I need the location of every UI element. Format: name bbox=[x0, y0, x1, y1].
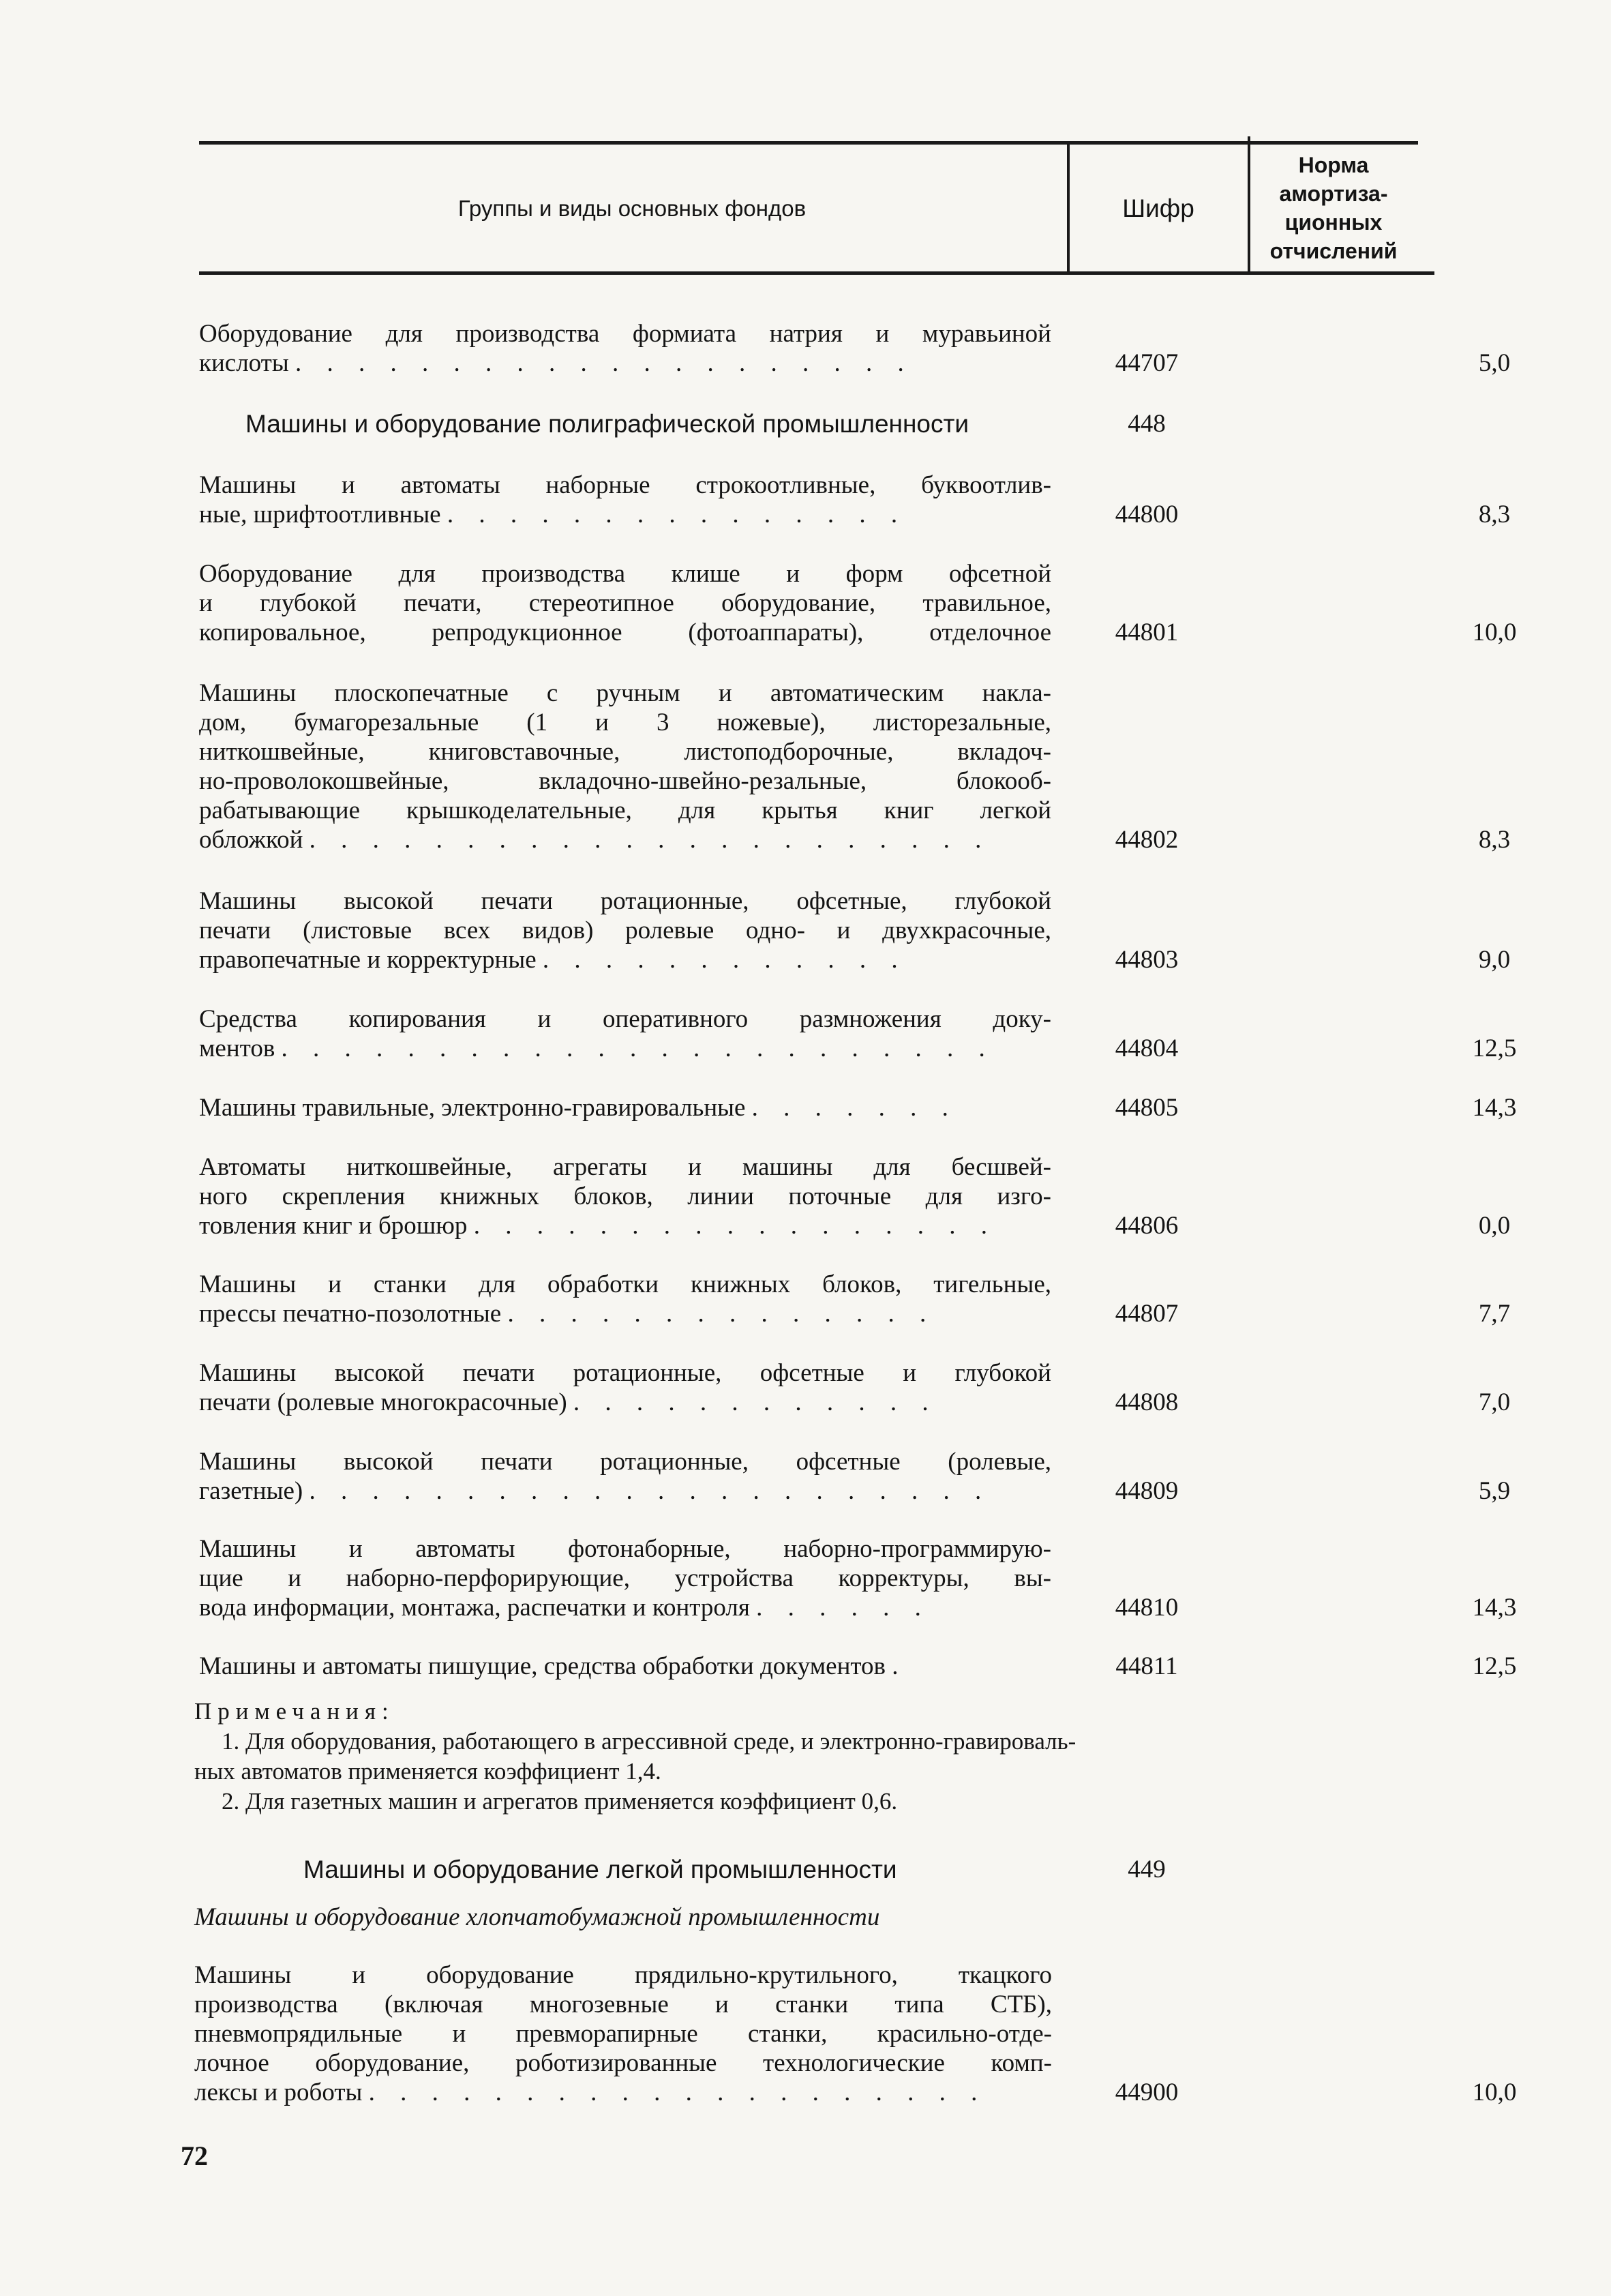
dot-leader: . . . . . . . . . . . . . . . . . bbox=[473, 1212, 997, 1240]
header-code bbox=[1070, 145, 1246, 271]
row-description bbox=[199, 1093, 1051, 1122]
row-code: 44811 bbox=[1115, 1652, 1178, 1680]
dot-leader: . . . . . . . . . . . . . . . . . . . . . . bbox=[309, 1477, 991, 1505]
row-code: 44805 bbox=[1115, 1094, 1179, 1122]
dot-leader: . . . . . . . . . . . . . . . . . . . . . . . bbox=[281, 1034, 995, 1062]
row-description bbox=[199, 679, 1051, 854]
header-groups bbox=[199, 145, 1065, 271]
row-line: дом, бумагорезальные (1 и 3 ножевые), листорезальные, bbox=[199, 709, 1051, 736]
row-code: 44807 bbox=[1115, 1300, 1179, 1328]
row-line: Машины высокой печати ротационные, офсетные, глубокой bbox=[199, 887, 1051, 915]
row-line: печати (листовые всех видов) ролевые одно- и двухкрасочные, bbox=[199, 916, 1051, 944]
header-divider bbox=[1248, 136, 1250, 273]
dot-leader: . bbox=[892, 1652, 908, 1680]
row-norm: 8,3 bbox=[1478, 826, 1511, 854]
row-line-text: печати (ролевые многокрасочные) bbox=[199, 1388, 567, 1416]
row-line bbox=[199, 1593, 1051, 1622]
row-norm: 10,0 bbox=[1472, 2078, 1517, 2106]
row-line-text: лексы и роботы bbox=[194, 2078, 363, 2106]
dot-leader: . . . . . . . . . . . . . . . bbox=[447, 501, 907, 528]
note-1: 1. Для оборудования, работающего в агрессивной среде, и электронно-гравироваль- bbox=[222, 1728, 1076, 1755]
row-line: и глубокой печати, стереотипное оборудование, травильное, bbox=[199, 589, 1051, 617]
row-description bbox=[199, 1004, 1051, 1063]
row-description bbox=[199, 1358, 1051, 1417]
notes-title: Примечания: bbox=[194, 1698, 395, 1725]
header-divider bbox=[1067, 145, 1070, 273]
row-line bbox=[199, 500, 1051, 529]
row-description bbox=[194, 1960, 1052, 2107]
row-line bbox=[199, 1211, 1051, 1240]
row-line: ниткошвейные, книговставочные, листоподборочные, вкладоч- bbox=[199, 738, 1051, 766]
row-code: 44707 bbox=[1115, 349, 1179, 377]
row-line: лочное оборудование, роботизированные технологические комп- bbox=[194, 2049, 1052, 2077]
row-description bbox=[199, 559, 1051, 647]
row-line bbox=[199, 1299, 1051, 1328]
header-code-label: Шифр bbox=[1122, 194, 1194, 222]
row-line: Машины и автоматы фотонаборные, наборно-программирую- bbox=[199, 1535, 1051, 1563]
row-description bbox=[199, 886, 1051, 974]
row-line bbox=[199, 1476, 1051, 1506]
row-line: рабатывающие крышкоделательные, для крытья книг легкой bbox=[199, 796, 1051, 824]
row-line-text: газетные) bbox=[199, 1477, 303, 1505]
section-code: 449 bbox=[1128, 1855, 1166, 1883]
dot-leader: . . . . . . . . . . . . . . . . . . . . . . bbox=[309, 826, 991, 854]
row-line: Машины высокой печати ротационные, офсетные (ролевые, bbox=[199, 1448, 1051, 1476]
row-line: Машины плоскопечатные с ручным и автоматическим накла- bbox=[199, 679, 1051, 707]
row-norm: 7,7 bbox=[1478, 1300, 1511, 1328]
row-line bbox=[199, 1093, 1051, 1122]
row-description bbox=[199, 1270, 1051, 1328]
note-2: 2. Для газетных машин и агрегатов применяется коэффициент 0,6. bbox=[222, 1788, 898, 1815]
row-line: пневмопрядильные и превморапирные станки, красильно-отде- bbox=[194, 2020, 1052, 2048]
dot-leader: . . . . . . bbox=[756, 1594, 931, 1622]
dot-leader: . . . . . . . . . . . . . . . . . . . . bbox=[295, 349, 914, 377]
row-norm: 12,5 bbox=[1472, 1034, 1517, 1062]
row-line-text: товления книг и брошюр bbox=[199, 1212, 468, 1240]
row-description bbox=[199, 1652, 1051, 1681]
note-1-continued: ных автоматов применяется коэффициент 1,4. bbox=[194, 1758, 661, 1785]
row-description bbox=[199, 1534, 1051, 1622]
row-code: 44810 bbox=[1115, 1594, 1179, 1622]
section-title: Машины и оборудование полиграфической промышленности bbox=[245, 410, 969, 438]
row-line: Автоматы ниткошвейные, агрегаты и машины для бесшвей- bbox=[199, 1153, 1051, 1181]
row-line bbox=[199, 825, 1051, 854]
header-norm-line: ционных bbox=[1284, 210, 1383, 235]
row-line bbox=[194, 2078, 1052, 2107]
row-norm: 0,0 bbox=[1478, 1212, 1511, 1240]
row-description bbox=[199, 1447, 1051, 1506]
row-code: 44802 bbox=[1115, 826, 1179, 854]
subsection-title: Машины и оборудование хлопчатобумажной промышленности bbox=[194, 1903, 880, 1931]
row-norm: 5,0 bbox=[1478, 349, 1511, 377]
row-line bbox=[199, 1652, 1051, 1681]
row-line-text: Машины травильные, электронно-гравировальные bbox=[199, 1094, 746, 1122]
header-norm-line: амортиза- bbox=[1279, 181, 1388, 206]
row-line: Оборудование для производства формиата натрия и муравьиной bbox=[199, 320, 1051, 348]
row-line-text: ные, шрифтоотливные bbox=[199, 501, 441, 528]
dot-leader: . . . . . . . . . . . . bbox=[573, 1388, 938, 1416]
row-norm: 8,3 bbox=[1478, 501, 1511, 528]
row-line: копировальное, репродукционное (фотоаппараты), отделочное bbox=[199, 618, 1051, 646]
row-line-text: обложкой bbox=[199, 826, 303, 854]
header-groups-label: Группы и виды основных фондов bbox=[457, 195, 807, 221]
header-norm-line: отчислений bbox=[1269, 239, 1398, 263]
row-description bbox=[199, 319, 1051, 378]
dot-leader: . . . . . . . . . . . . bbox=[542, 946, 907, 974]
dot-leader: . . . . . . . . . . . . . . . . . . . . bbox=[368, 2078, 987, 2106]
section-code: 448 bbox=[1128, 410, 1166, 438]
row-code: 44804 bbox=[1115, 1034, 1179, 1062]
row-line: ного скрепления книжных блоков, линии поточные для изго- bbox=[199, 1182, 1051, 1210]
row-norm: 12,5 bbox=[1472, 1652, 1517, 1680]
row-line-text: Машины и автоматы пишущие, средства обработки документов bbox=[199, 1652, 886, 1680]
row-line-text: прессы печатно-позолотные bbox=[199, 1300, 502, 1328]
page-number: 72 bbox=[181, 2141, 208, 2171]
row-line bbox=[199, 945, 1051, 974]
row-line-text: кислоты bbox=[199, 349, 289, 377]
row-line: Машины высокой печати ротационные, офсетные и глубокой bbox=[199, 1359, 1051, 1387]
row-line bbox=[199, 1034, 1051, 1063]
row-code: 44809 bbox=[1115, 1477, 1179, 1505]
row-line bbox=[199, 1388, 1051, 1417]
row-norm: 9,0 bbox=[1478, 946, 1511, 974]
row-line: Машины и оборудование прядильно-крутильного, ткацкого bbox=[194, 1961, 1052, 1989]
row-code: 44900 bbox=[1115, 2078, 1179, 2106]
row-code: 44803 bbox=[1115, 946, 1179, 974]
row-line: но-проволокошвейные, вкладочно-швейно-резальные, блокооб- bbox=[199, 767, 1051, 795]
row-line: Машины и автоматы наборные строкоотливные, буквоотлив- bbox=[199, 471, 1051, 499]
row-line-text: правопечатные и корректурные bbox=[199, 946, 537, 974]
row-norm: 7,0 bbox=[1478, 1388, 1511, 1416]
header-norm bbox=[1252, 145, 1415, 271]
row-description bbox=[199, 471, 1051, 529]
section-title: Машины и оборудование легкой промышленности bbox=[303, 1855, 897, 1883]
row-line bbox=[199, 348, 1051, 378]
row-norm: 14,3 bbox=[1472, 1094, 1517, 1122]
row-line-text: вода информации, монтажа, распечатки и контроля bbox=[199, 1594, 750, 1622]
row-description bbox=[199, 1152, 1051, 1240]
row-line: Оборудование для производства клише и форм офсетной bbox=[199, 560, 1051, 588]
header-norm-line: Норма bbox=[1298, 153, 1369, 177]
row-norm: 5,9 bbox=[1478, 1477, 1511, 1505]
dot-leader: . . . . . . . . . . . . . . bbox=[507, 1300, 936, 1328]
row-line-text: ментов bbox=[199, 1034, 275, 1062]
row-line: Машины и станки для обработки книжных блоков, тигельные, bbox=[199, 1270, 1051, 1298]
row-line: Средства копирования и оперативного размножения доку- bbox=[199, 1005, 1051, 1033]
row-code: 44800 bbox=[1115, 501, 1179, 528]
row-code: 44801 bbox=[1115, 618, 1179, 646]
row-line: производства (включая многозевные и станки типа СТБ), bbox=[194, 1991, 1052, 2018]
dot-leader: . . . . . . . bbox=[751, 1094, 958, 1122]
notes-block bbox=[194, 1697, 1442, 1817]
row-norm: 10,0 bbox=[1472, 618, 1517, 646]
row-code: 44806 bbox=[1115, 1212, 1179, 1240]
row-line: щие и наборно-перфорирующие, устройства корректуры, вы- bbox=[199, 1564, 1051, 1592]
row-code: 44808 bbox=[1115, 1388, 1179, 1416]
row-norm: 14,3 bbox=[1472, 1594, 1517, 1622]
